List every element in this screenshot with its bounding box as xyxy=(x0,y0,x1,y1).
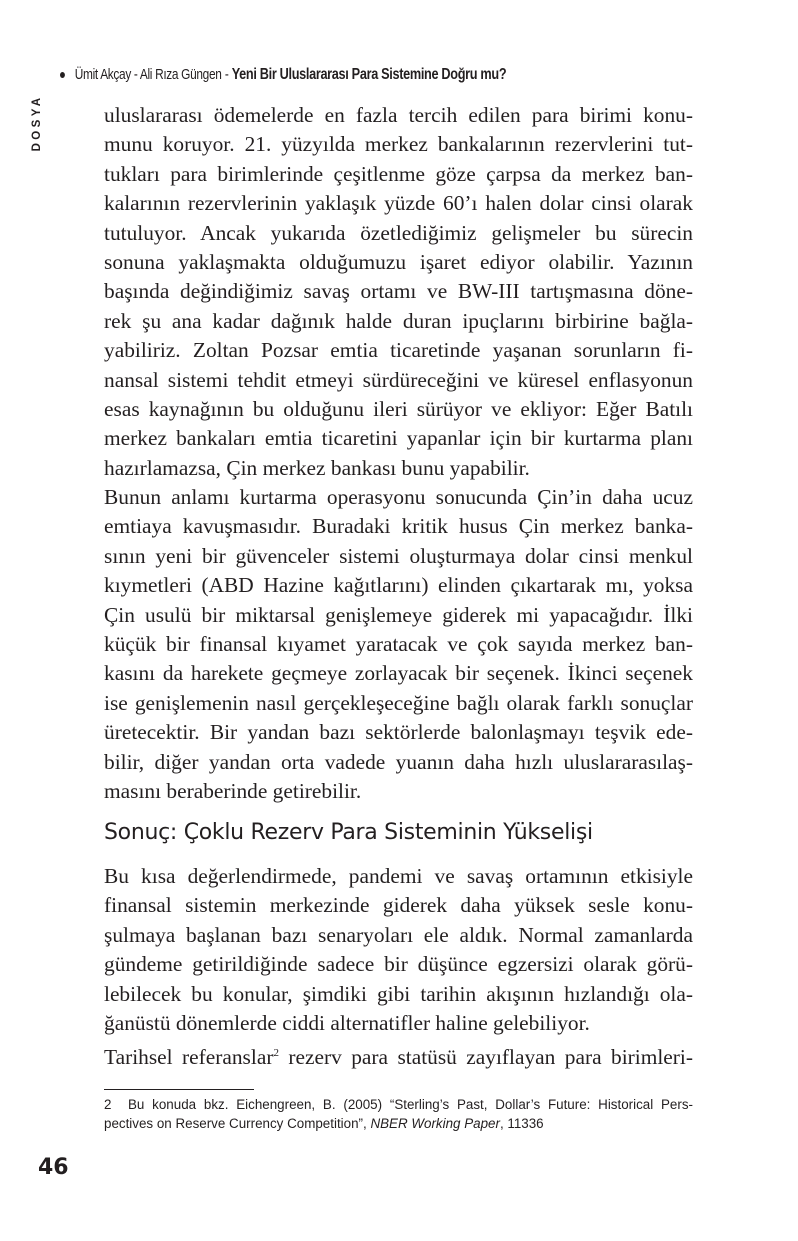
text-line: emtiaya kavuşmasıdır. Buradaki kritik husus Çin merkez banka- xyxy=(104,514,693,539)
text-line: lebilecek bu konular, şimdiki gibi tarihin akışının hızlandığı ola- xyxy=(104,981,693,1006)
header-article-title: Yeni Bir Uluslararası Para Sistemine Doğru mu? xyxy=(231,66,507,83)
text-line: kıymetleri (ABD Hazine kağıtlarını) elinden çıkartarak mı, yoksa xyxy=(104,573,693,598)
footnote xyxy=(104,1095,693,1133)
text-line: tutuluyor. Ancak yukarıda özetlediğimiz gelişmeler bu sürecin xyxy=(104,220,693,245)
page-number: 46 xyxy=(38,1155,69,1180)
text-line: kalarının rezervlerinin yaklaşık yüzde 60’ı halen dolar cinsi olarak xyxy=(104,191,693,216)
text-line: küçük bir finansal kıyamet yaratacak ve çok sayıda merkez ban- xyxy=(104,631,693,656)
text-line: merkez bankaları emtia ticaretini yapanlar için bir kurtarma planı xyxy=(104,426,693,451)
text-line: rek şu ana kadar dağınık halde duran ipuçlarını birbirine bağla- xyxy=(104,308,693,333)
footnote-number: 2 xyxy=(104,1097,112,1112)
text-line: tukları para birimlerinde çeşitlenme göze çarpsa da merkez ban- xyxy=(104,161,693,186)
text-line: hazırlamazsa, Çin merkez bankası bunu yapabilir. xyxy=(104,455,530,480)
paragraph-2 xyxy=(104,483,693,806)
footnote-text: Bu konuda bkz. Eichengreen, B. (2005) “Sterling’s Past, Dollar’s Future: Historical Pers- xyxy=(128,1097,693,1112)
text-line: sının yeni bir güvenceler sistemi oluşturmaya dolar cinsi menkul xyxy=(104,543,693,568)
footnote-divider xyxy=(104,1089,254,1090)
side-label-text: DOSYA xyxy=(31,94,43,152)
text-line: esas kaynağının bu olduğunu ileri sürüyor ve ekliyor: Eğer Batılı xyxy=(104,396,693,421)
text-line: munu koruyor. 21. yüzyılda merkez bankalarının rezervlerini tut- xyxy=(104,132,693,157)
paragraph-4 xyxy=(104,1043,693,1072)
text-line: başında değindiğimiz savaş ortamı ve BW-III tartışmasına döne- xyxy=(104,279,693,304)
text-line: üretecektir. Bir yandan bazı sektörlerde balonlaşmayı teşvik ede- xyxy=(104,720,693,745)
text-line: uluslararası ödemelerde en fazla tercih edilen para birimi konu- xyxy=(104,103,693,127)
text-line xyxy=(104,1043,693,1072)
header-separator: - xyxy=(224,67,229,83)
header-authors: Ümit Akçay - Ali Rıza Güngen xyxy=(74,67,222,83)
footnote-source-title: NBER Working Paper xyxy=(370,1116,500,1131)
footnote-line xyxy=(104,1095,693,1114)
text-line: ğanüstü dönemlerde ciddi alternatifler haline gelebiliyor. xyxy=(104,1010,590,1035)
paragraph-3 xyxy=(104,862,693,1038)
text-line: finansal sistemin merkezinde giderek daha yüksek sesle konu- xyxy=(104,893,693,918)
text-line: yabiliriz. Zoltan Pozsar emtia ticaretinde yaşanan sorunların fi- xyxy=(104,338,693,363)
text-after-footnote: rezerv para statüsü zayıflayan para birimleri- xyxy=(278,1045,693,1069)
text-line: bilir, diğer yandan orta vadede yuanın daha hızlı uluslararasılaş- xyxy=(104,749,693,774)
text-before-footnote: Tarihsel referanslar xyxy=(104,1045,274,1069)
text-line: kasını da harekete geçmeye zorlayacak bir seçenek. İkinci seçenek xyxy=(104,661,693,686)
text-line: Çin usulü bir miktarsal genişlemeye giderek mi yapacağıdır. İlki xyxy=(104,602,693,627)
text-line: gündeme getirildiğinde sadece bir düşünce egzersizi olarak görü- xyxy=(104,952,693,977)
section-heading: Sonuç: Çoklu Rezerv Para Sisteminin Yükselişi xyxy=(104,820,593,845)
section-side-label xyxy=(30,92,44,154)
text-line: sonuna yaklaşmakta olduğumuzu işaret ediyor olabilir. Yazının xyxy=(104,249,693,274)
text-line: şulmaya başlanan bazı senaryoları ele aldık. Normal zamanlarda xyxy=(104,922,693,947)
text-line: Bu kısa değerlendirmede, pandemi ve savaş ortamının etkisiyle xyxy=(104,864,693,888)
text-line: nansal sistemi tehdit etmeyi sürdüreceğini ve küresel enflasyonun xyxy=(104,367,693,392)
bullet-icon xyxy=(60,72,65,78)
running-header xyxy=(60,64,506,86)
footnote-text: , 11336 xyxy=(499,1116,544,1131)
paragraph-1 xyxy=(104,101,693,483)
text-line: Bunun anlamı kurtarma operasyonu sonucunda Çin’in daha ucuz xyxy=(104,485,693,509)
footnote-text: pectives on Reserve Currency Competition”, xyxy=(104,1116,371,1131)
text-line: masını beraberinde getirebilir. xyxy=(104,778,362,803)
text-line: ise genişlemenin nasıl gerçekleşeceğine bağlı olarak farklı sonuçlar xyxy=(104,690,693,715)
footnote-reference[interactable]: 2 xyxy=(273,1047,279,1059)
